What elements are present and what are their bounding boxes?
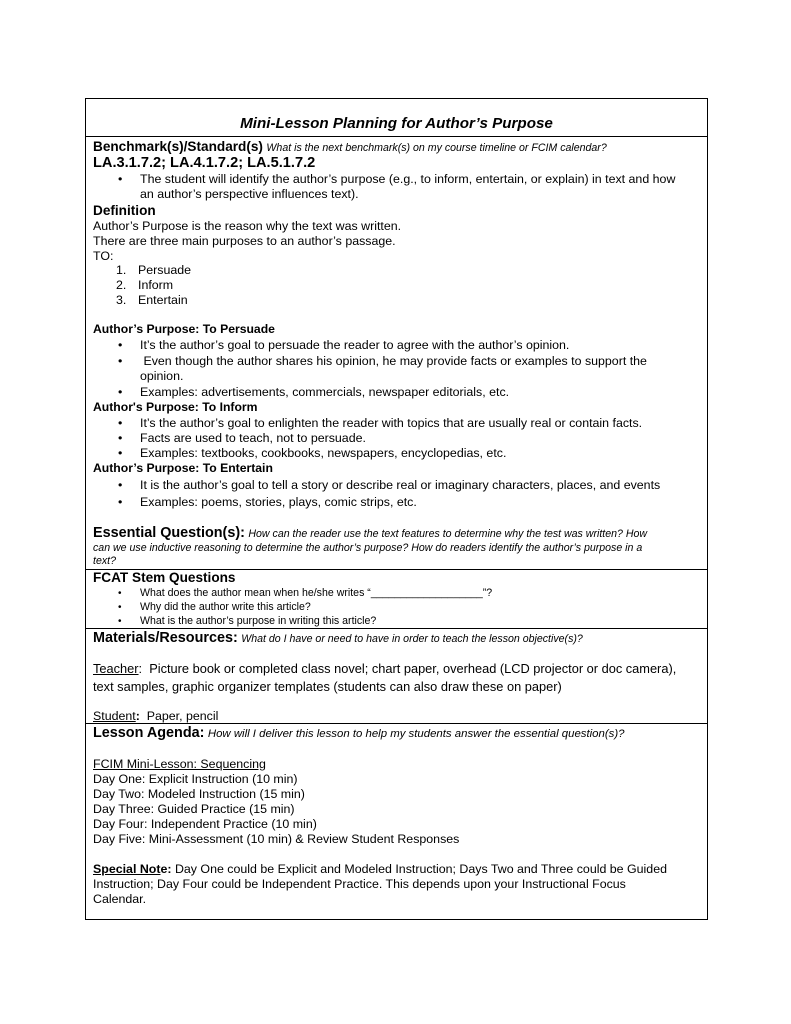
fcim-heading <box>93 757 699 772</box>
bullet-text: Even though the author shares his opinion, he may provide facts or examples to support the <box>140 354 647 368</box>
fcat-item <box>118 601 699 614</box>
bullet-icon: • <box>118 338 123 352</box>
purpose-list-item <box>116 278 173 293</box>
bullet-icon: • <box>118 172 123 186</box>
bullet-icon: • <box>118 495 123 509</box>
bullet-text: It’s the author’s goal to enlighten the reader with topics that are usually real or contain facts. <box>140 416 643 430</box>
fcat-item-text: What is the author’s purpose in writing this article? <box>140 615 377 627</box>
divider <box>86 136 707 137</box>
bullet-icon: • <box>118 385 123 399</box>
agenda-day: Day Five: Mini-Assessment (10 min) & Review Student Responses <box>93 832 460 846</box>
agenda-heading-row <box>93 725 699 743</box>
list-number: 3. <box>116 293 127 307</box>
teacher-label: Teacher <box>93 661 139 676</box>
bullet-text: Examples: advertisements, commercials, newspaper editorials, etc. <box>140 385 510 399</box>
materials-question: What do I have or need to have in order to teach the lesson objective(s)? <box>241 633 583 645</box>
purpose-list-item <box>116 263 191 278</box>
student-colon: : <box>135 709 140 723</box>
list-text: Entertain <box>138 293 188 307</box>
list-number: 1. <box>116 263 127 277</box>
fcat-item <box>118 615 699 628</box>
bullet-text: opinion. <box>140 369 184 383</box>
inform-bullet <box>118 431 699 446</box>
persuade-bullet <box>118 338 699 353</box>
bullet-icon: • <box>118 616 122 627</box>
definition-text: There are three main purposes to an author’s passage. <box>93 234 396 248</box>
essential-question: can we use inductive reasoning to determine the author’s purpose? How do readers identify the author’s purpose in a <box>93 542 643 554</box>
benchmark-heading: Benchmark(s)/Standard(s) <box>93 139 263 154</box>
agenda-day: Day One: Explicit Instruction (10 min) <box>93 772 298 786</box>
benchmark-standards: LA.3.1.7.2; LA.4.1.7.2; LA.5.1.7.2 <box>93 155 316 171</box>
entertain-bullet <box>118 478 699 493</box>
divider <box>86 628 707 629</box>
fcat-item <box>118 587 699 600</box>
fcat-heading: FCAT Stem Questions <box>93 570 236 585</box>
list-text: Inform <box>138 278 174 292</box>
fcim-label: FCIM Mini-Lesson: Sequencing <box>93 757 266 771</box>
benchmark-bullet <box>118 172 699 202</box>
materials-teacher <box>93 661 699 676</box>
fcat-item-text: Why did the author write this article? <box>140 601 311 613</box>
document-title: Mini-Lesson Planning for Author’s Purpose <box>240 115 553 132</box>
agenda-heading: Lesson Agenda: <box>93 725 205 741</box>
benchmark-question: What is the next benchmark(s) on my course timeline or FCIM calendar? <box>266 142 607 154</box>
agenda-day: Day Three: Guided Practice (15 min) <box>93 802 295 816</box>
special-note-text: Instruction; Day Four could be Independent Practice. This depends upon your Instructional Focus <box>93 877 626 891</box>
bullet-text: Examples: poems, stories, plays, comic strips, etc. <box>140 495 417 509</box>
divider <box>86 723 707 724</box>
special-note-text: Day One could be Explicit and Modeled Instruction; Days Two and Three could be Guided <box>171 862 667 876</box>
materials-heading-row <box>93 630 699 647</box>
essential-question: How can the reader use the text features to determine why the test was written? How <box>248 528 648 540</box>
bullet-text: It is the author’s goal to tell a story or describe real or imaginary characters, places, and events <box>140 478 661 492</box>
bullet-icon: • <box>118 446 123 460</box>
list-text: Persuade <box>138 263 192 277</box>
persuade-bullet <box>118 385 699 400</box>
benchmark-bullet-line: The student will identify the author’s purpose (e.g., to inform, entertain, or explain) in text and how <box>140 172 676 186</box>
agenda-day: Day Four: Independent Practice (10 min) <box>93 817 317 831</box>
bullet-icon: • <box>118 478 123 492</box>
materials-student <box>93 709 699 724</box>
inform-heading: Author's Purpose: To Inform <box>93 400 258 414</box>
special-note <box>93 862 699 877</box>
inform-bullet <box>118 446 699 461</box>
student-text: Paper, pencil <box>139 709 219 723</box>
definition-text: Author’s Purpose is the reason why the text was written. <box>93 219 402 233</box>
special-note-text: Calendar. <box>93 892 147 906</box>
bullet-text: Examples: textbooks, cookbooks, newspapers, encyclopedias, etc. <box>140 446 507 460</box>
persuade-bullet <box>118 354 699 384</box>
definition-text: TO: <box>93 249 114 263</box>
essential-heading: Essential Question(s): <box>93 525 245 541</box>
student-label: Student <box>93 709 136 723</box>
materials-teacher-cont: text samples, graphic organizer templates (students can also draw these on paper) <box>93 679 562 694</box>
special-note-label-end: e: <box>160 862 172 876</box>
entertain-heading: Author’s Purpose: To Entertain <box>93 461 273 475</box>
inform-bullet <box>118 416 699 431</box>
entertain-bullet <box>118 495 699 510</box>
bullet-icon: • <box>118 354 123 368</box>
bullet-text: Facts are used to teach, not to persuade. <box>140 431 366 445</box>
special-note-label-underlined: Special Not <box>93 862 161 876</box>
materials-heading: Materials/Resources: <box>93 630 238 646</box>
definition-heading: Definition <box>93 203 156 218</box>
bullet-icon: • <box>118 588 122 599</box>
purpose-list-item <box>116 293 188 308</box>
persuade-heading: Author’s Purpose: To Persuade <box>93 322 275 336</box>
essential-heading-row <box>93 526 699 542</box>
bullet-icon: • <box>118 602 122 613</box>
list-number: 2. <box>116 278 127 292</box>
agenda-question: How will I deliver this lesson to help my students answer the essential question(s)? <box>207 728 625 740</box>
agenda-day: Day Two: Modeled Instruction (15 min) <box>93 787 305 801</box>
special-note-label <box>93 862 172 876</box>
fcat-item-text: What does the author mean when he/she writes “___________________”? <box>140 587 493 599</box>
bullet-icon: • <box>118 431 123 445</box>
lesson-plan-document <box>85 98 708 920</box>
bullet-icon: • <box>118 416 123 430</box>
benchmark-heading-row <box>93 139 699 156</box>
teacher-text: : Picture book or completed class novel; chart paper, overhead (LCD projector or doc camera), <box>138 661 677 676</box>
bullet-text: It’s the author’s goal to persuade the reader to agree with the author’s opinion. <box>140 338 570 352</box>
essential-question: text? <box>93 555 116 567</box>
benchmark-bullet-line: an author’s perspective influences text). <box>140 187 359 201</box>
